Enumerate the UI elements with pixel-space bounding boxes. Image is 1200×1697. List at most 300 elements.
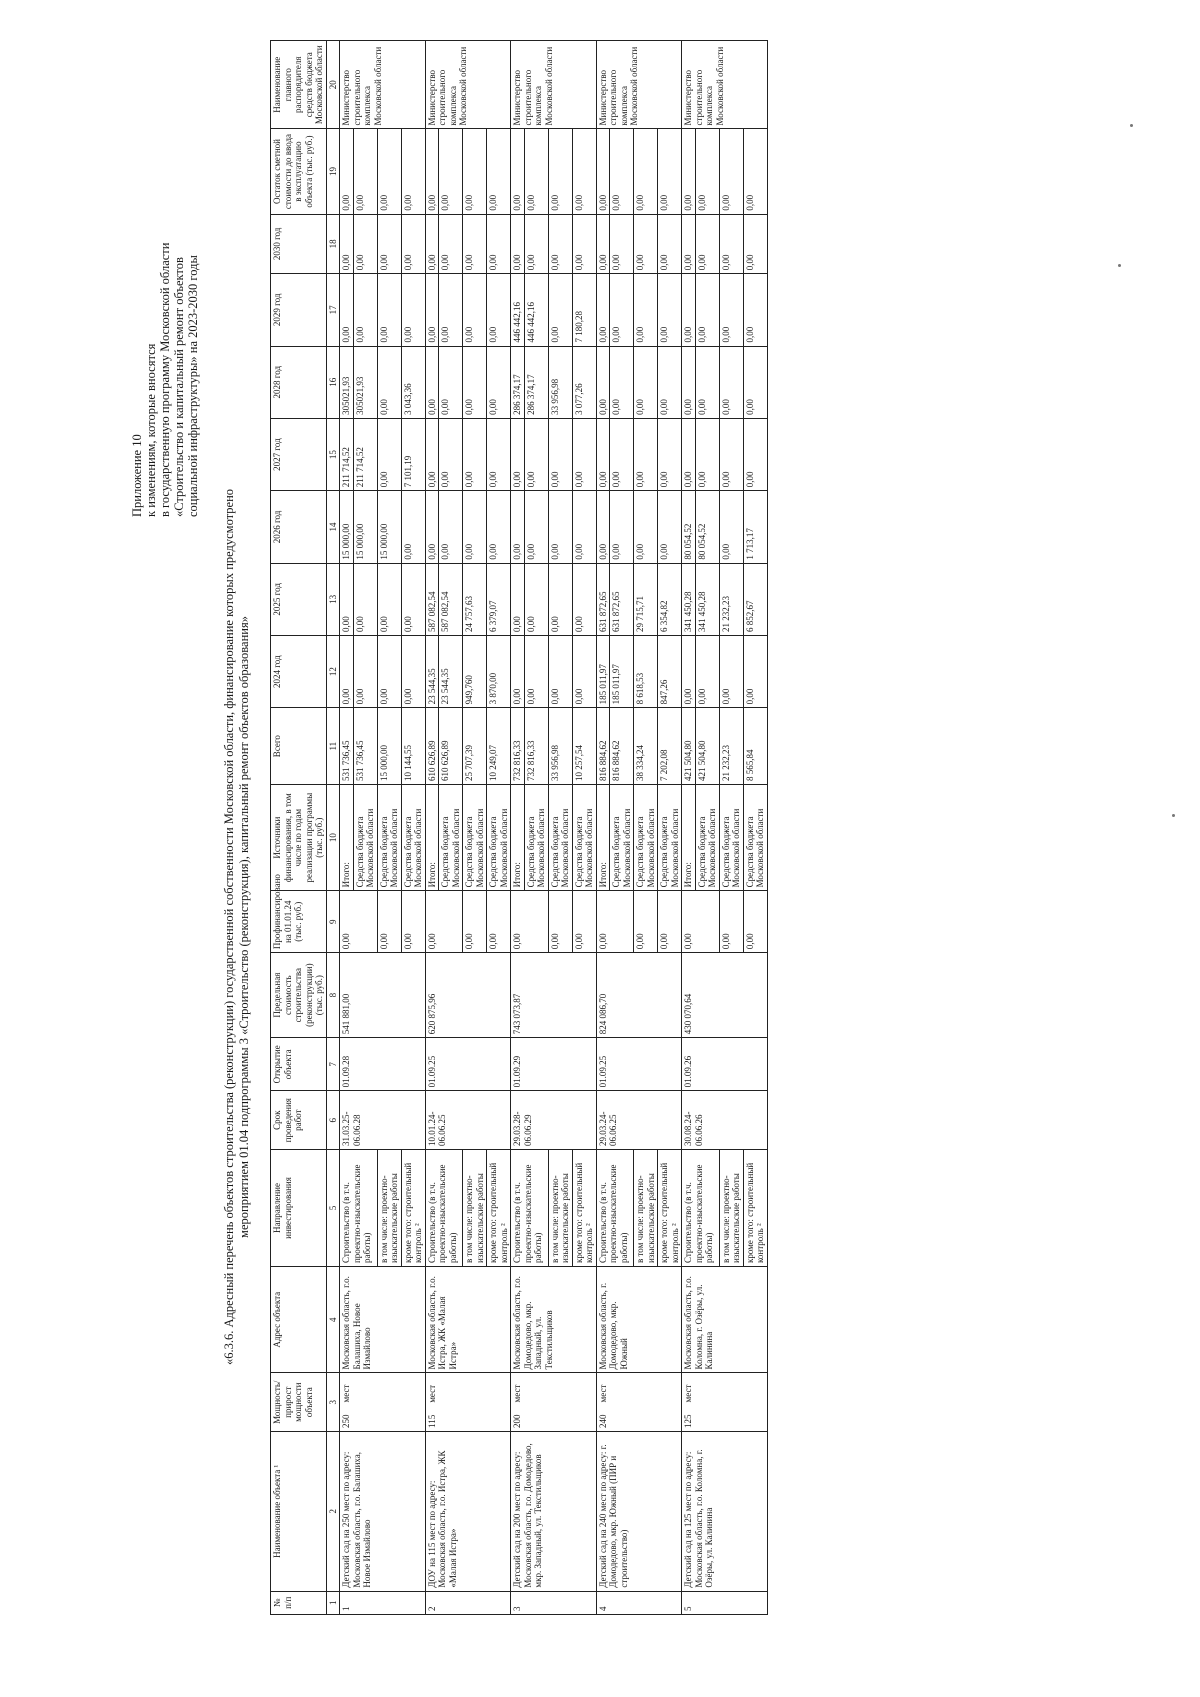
amount-cell: 847,26 [658,635,682,707]
column-header: 2030 год [271,214,327,274]
funding-source: Средства бюджета Московской области [572,784,596,890]
amount-cell: 0,00 [524,491,548,563]
amount-cell: 0,00 [401,635,425,707]
investment-direction: Строительство (в т.ч. проектно-изыскательские работы) [511,1149,549,1266]
investment-direction: кроме того: строительный контроль ² [401,1149,425,1266]
amount-cell: 0,00 [463,214,487,274]
object-opening: 01.09.28 [340,1038,426,1091]
amount-cell: 23 544,35 [439,635,463,707]
amount-cell: 0,00 [425,274,439,346]
funding-source: Итого: [340,784,354,890]
amount-cell: 610 626,89 [439,708,463,785]
investment-direction: кроме того: строительный контроль ² [658,1149,682,1266]
funding-source: Средства бюджета Московской области [719,784,743,890]
amount-cell: 7 202,08 [658,708,682,785]
amount-cell: 1 713,17 [743,491,767,563]
column-number: 1 [326,1591,340,1614]
amount-cell: 6 379,07 [487,563,511,635]
financed-amount: 0,00 [719,891,743,953]
works-term: 31.03.25-06.06.28 [340,1091,426,1150]
investment-direction: Строительство (в т.ч. проектно-изыскательские работы) [596,1149,634,1266]
amount-cell: 0,00 [719,635,743,707]
amount-cell: 0,00 [719,274,743,346]
amount-cell: 0,00 [743,129,767,214]
financed-amount: 0,00 [487,891,511,953]
funding-source: Средства бюджета Московской области [548,784,572,890]
column-header: Направление инвестирования [271,1149,327,1266]
amount-cell: 0,00 [511,129,525,214]
column-header: Всего [271,708,327,785]
column-number: 15 [326,418,340,490]
table-row [511,41,525,1615]
amount-cell: 0,00 [719,346,743,418]
amount-cell: 0,00 [596,346,610,418]
investment-direction: кроме того: строительный контроль ² [487,1149,511,1266]
amount-cell: 0,00 [524,129,548,214]
cost-limit: 743 073,87 [511,953,597,1038]
funding-source: Средства бюджета Московской области [377,784,401,890]
column-number: 16 [326,346,340,418]
amount-cell: 0,00 [610,491,634,563]
capacity-unit: мест [341,1384,351,1403]
address-list-table [270,40,768,1615]
amount-cell: 0,00 [596,214,610,274]
object-capacity [511,1373,597,1432]
works-term: 10.01.24-06.06.25 [425,1091,511,1150]
amount-cell: 3 870,00 [487,635,511,707]
amount-cell: 8 565,84 [743,708,767,785]
object-address: Московская область, г.о. Истра, ЖК «Малая Истра» [425,1267,511,1373]
amount-cell: 0,00 [596,129,610,214]
amount-cell: 446 442,16 [524,274,548,346]
funding-source: Итого: [682,784,696,890]
amount-cell: 0,00 [548,274,572,346]
financed-amount: 0,00 [463,891,487,953]
amount-cell: 0,00 [377,214,401,274]
amount-cell: 10 257,54 [572,708,596,785]
object-capacity [340,1373,426,1432]
column-header: 2024 год [271,635,327,707]
column-number: 14 [326,491,340,563]
amount-cell: 0,00 [524,214,548,274]
object-number: 1 [340,1591,426,1614]
amount-cell: 286 374,17 [524,346,548,418]
object-opening: 01.09.29 [511,1038,597,1091]
cost-limit: 541 881,00 [340,953,426,1038]
object-name: Детский сад на 200 мест по адресу: Московская область, г.о. Домодедово, мкр. Западный, ул. Текстильщиков [511,1431,597,1591]
capacity-value: 250 [341,1414,351,1428]
amount-cell: 0,00 [548,491,572,563]
amount-cell: 0,00 [572,129,596,214]
amount-cell: 80 054,52 [695,491,719,563]
amount-cell: 0,00 [425,491,439,563]
amount-cell: 0,00 [511,635,525,707]
amount-cell: 0,00 [401,129,425,214]
object-opening: 01.09.26 [682,1038,768,1091]
funding-source: Средства бюджета Московской области [401,784,425,890]
amount-cell: 0,00 [658,418,682,490]
amount-cell: 0,00 [634,129,658,214]
amount-cell: 0,00 [682,274,696,346]
amount-cell: 0,00 [572,563,596,635]
investment-direction: Строительство (в т.ч. проектно-изыскательские работы) [682,1149,720,1266]
capacity-value: 240 [597,1414,608,1428]
amount-cell: 0,00 [487,346,511,418]
amount-cell: 0,00 [572,491,596,563]
object-name: Детский сад на 240 мест по адресу: г. Домодедово, мкр. Южный (ПИР и строительство) [596,1431,682,1591]
financed-amount: 0,00 [548,891,572,953]
amount-cell: 0,00 [353,635,377,707]
amount-cell: 21 232,23 [719,563,743,635]
column-header: Мощность/ прирост мощности объекта [271,1373,327,1432]
table-row [340,41,354,1615]
column-number: 10 [326,784,340,890]
column-header: 2029 год [271,274,327,346]
amount-cell: 341 450,28 [695,563,719,635]
column-number: 5 [326,1149,340,1266]
ministry-name: Министерство строительного комплекса Московской области [340,41,426,129]
amount-cell: 0,00 [463,346,487,418]
amount-cell: 0,00 [439,214,463,274]
column-number: 6 [326,1091,340,1150]
amount-cell: 0,00 [743,418,767,490]
object-capacity [596,1373,682,1432]
amount-cell: 0,00 [695,129,719,214]
funding-source: Итого: [425,784,439,890]
financed-amount: 0,00 [340,891,378,953]
object-name: Детский сад на 250 мест по адресу: Московская область, г.о. Балашиха, Новое Измайлово [340,1431,426,1591]
amount-cell: 305021,93 [340,346,354,418]
investment-direction: в том числе: проектно-изыскательские работы [634,1149,658,1266]
amount-cell: 0,00 [377,129,401,214]
amount-cell: 0,00 [511,491,525,563]
amount-cell: 7 101,19 [401,418,425,490]
amount-cell: 0,00 [439,418,463,490]
amount-cell: 33 956,98 [548,708,572,785]
amount-cell: 0,00 [634,214,658,274]
amount-cell: 8 618,53 [634,635,658,707]
investment-direction: Строительство (в т.ч. проектно-изыскательские работы) [425,1149,463,1266]
amount-cell: 0,00 [610,129,634,214]
amount-cell: 531 736,45 [340,708,354,785]
column-number: 9 [326,891,340,953]
amount-cell: 23 544,35 [425,635,439,707]
investment-direction: в том числе: проектно-изыскательские работы [719,1149,743,1266]
column-header: № п/п [271,1591,327,1614]
funding-source: Средства бюджета Московской области [610,784,634,890]
cost-limit: 430 070,64 [682,953,768,1038]
funding-source: Средства бюджета Московской области [743,784,767,890]
amount-cell: 0,00 [695,346,719,418]
object-name: Детский сад на 125 мест по адресу: Московская область, г.о. Коломна, г. Озёры, ул. Калинина [682,1431,768,1591]
amount-cell: 7 180,28 [572,274,596,346]
amount-cell: 0,00 [340,563,354,635]
amount-cell: 33 956,98 [548,346,572,418]
ministry-name: Министерство строительного комплекса Московской области [682,41,768,129]
object-number: 4 [596,1591,682,1614]
amount-cell: 0,00 [353,274,377,346]
amount-cell: 587 082,54 [425,563,439,635]
capacity-value: 200 [512,1414,522,1428]
funding-source: Средства бюджета Московской области [695,784,719,890]
funding-source: Средства бюджета Московской области [658,784,682,890]
amount-cell: 732 816,33 [524,708,548,785]
column-number: 12 [326,635,340,707]
amount-cell: 15 000,00 [340,491,354,563]
amount-cell: 0,00 [401,274,425,346]
column-number: 3 [326,1373,340,1432]
amount-cell: 0,00 [596,491,610,563]
amount-cell: 0,00 [487,274,511,346]
funding-source: Средства бюджета Московской области [353,784,377,890]
column-header: Срок проведения работ [271,1091,327,1150]
amount-cell: 0,00 [695,214,719,274]
column-number: 8 [326,953,340,1038]
amount-cell: 25 707,39 [463,708,487,785]
amount-cell: 0,00 [401,491,425,563]
works-term: 30.08.24-06.06.26 [682,1091,768,1150]
amount-cell: 0,00 [682,129,696,214]
amount-cell: 0,00 [658,129,682,214]
scan-speck [1118,264,1121,267]
amount-cell: 0,00 [439,346,463,418]
column-header: 2027 год [271,418,327,490]
column-number: 20 [326,41,340,129]
title-line-1: «6.3.6. Адресный перечень объектов строительства (реконструкции) государственной собственности Московской области, финансирование которых предусмотрено [222,488,236,1366]
table-row [596,41,610,1615]
column-number: 19 [326,129,340,214]
amount-cell: 0,00 [719,418,743,490]
investment-direction: в том числе: проектно-изыскательские работы [463,1149,487,1266]
ministry-name: Министерство строительного комплекса Московской области [511,41,597,129]
amount-cell: 0,00 [425,418,439,490]
amount-cell: 0,00 [524,418,548,490]
amount-cell: 10 144,55 [401,708,425,785]
investment-direction: в том числе: проектно-изыскательские работы [548,1149,572,1266]
amount-cell: 15 000,00 [377,708,401,785]
appendix-line: Приложение 10 [130,434,144,517]
column-number: 17 [326,274,340,346]
amount-cell: 0,00 [340,129,354,214]
amount-cell: 0,00 [487,214,511,274]
object-address: Московская область, г.о. Коломна, г. Озёры, ул. Калинина [682,1267,768,1373]
scan-speck [1172,814,1175,817]
amount-cell: 0,00 [682,418,696,490]
amount-cell: 0,00 [658,346,682,418]
amount-cell: 421 504,80 [682,708,696,785]
amount-cell: 949,760 [463,635,487,707]
amount-cell: 21 232,23 [719,708,743,785]
amount-cell: 10 249,07 [487,708,511,785]
amount-cell: 587 082,54 [439,563,463,635]
amount-cell: 0,00 [572,418,596,490]
object-opening: 01.09.25 [425,1038,511,1091]
column-header: Предельная стоимость строительства (реконструкции) (тыс. руб.) [271,953,327,1038]
amount-cell: 185 011,97 [596,635,610,707]
object-number: 2 [425,1591,511,1614]
amount-cell: 0,00 [610,214,634,274]
column-header: 2026 год [271,491,327,563]
appendix-line: к изменениям, которые вносятся [144,343,158,517]
amount-cell: 0,00 [377,563,401,635]
amount-cell: 0,00 [439,274,463,346]
amount-cell: 0,00 [377,346,401,418]
column-header: Наименование объекта ¹ [271,1431,327,1591]
amount-cell: 0,00 [548,129,572,214]
amount-cell: 0,00 [719,491,743,563]
column-header: Профинансировано на 01.01.24 (тыс. руб.) [271,891,327,953]
table-row [682,41,696,1615]
funding-source: Средства бюджета Московской области [463,784,487,890]
financed-amount: 0,00 [682,891,720,953]
object-capacity [682,1373,768,1432]
column-header: 2028 год [271,346,327,418]
funding-source: Итого: [511,784,525,890]
amount-cell: 305021,93 [353,346,377,418]
amount-cell: 0,00 [463,491,487,563]
amount-cell: 0,00 [658,491,682,563]
amount-cell: 0,00 [596,418,610,490]
appendix-note [130,77,200,517]
capacity-unit: мест [512,1384,522,1403]
title-line-2: мероприятием 01.04 подпрограммы 3 «Строительство (реконструкция), капитальный ремонт объектов образования» [237,616,251,1238]
object-number: 3 [511,1591,597,1614]
column-header: Наименование главного распорядителя средств бюджета Московской области [271,41,327,129]
ministry-name: Министерство строительного комплекса Московской области [425,41,511,129]
amount-cell: 0,00 [425,346,439,418]
funding-source: Средства бюджета Московской области [524,784,548,890]
amount-cell: 0,00 [377,635,401,707]
amount-cell: 0,00 [743,214,767,274]
column-header: 2025 год [271,563,327,635]
amount-cell: 0,00 [719,129,743,214]
amount-cell: 38 334,24 [634,708,658,785]
amount-cell: 0,00 [377,274,401,346]
column-number: 13 [326,563,340,635]
amount-cell: 0,00 [695,418,719,490]
amount-cell: 0,00 [487,129,511,214]
amount-cell: 0,00 [719,214,743,274]
amount-cell: 0,00 [340,214,354,274]
amount-cell: 0,00 [487,491,511,563]
financed-amount: 0,00 [511,891,549,953]
capacity-unit: мест [426,1384,437,1403]
amount-cell: 0,00 [682,346,696,418]
amount-cell: 610 626,89 [425,708,439,785]
amount-cell: 0,00 [340,274,354,346]
amount-cell: 0,00 [634,418,658,490]
amount-cell: 0,00 [610,346,634,418]
amount-cell: 421 504,80 [695,708,719,785]
column-number: 18 [326,214,340,274]
investment-direction: кроме того: строительный контроль ² [743,1149,767,1266]
financed-amount: 0,00 [377,891,401,953]
amount-cell: 0,00 [658,274,682,346]
column-number-row [326,41,340,1615]
funding-source: Средства бюджета Московской области [634,784,658,890]
investment-direction: Строительство (в т.ч. проектно-изыскательские работы) [340,1149,378,1266]
appendix-line: социальной инфраструктуры» на 2023-2030 годы [186,255,200,517]
column-header: Открытие объекта [271,1038,327,1091]
column-header: Источники финансирования, в том числе по годам реализации программы (тыс. руб.) [271,784,327,890]
amount-cell: 531 736,45 [353,708,377,785]
amount-cell: 0,00 [548,214,572,274]
investment-direction: в том числе: проектно-изыскательские работы [377,1149,401,1266]
amount-cell: 0,00 [511,214,525,274]
amount-cell: 0,00 [353,214,377,274]
amount-cell: 0,00 [596,274,610,346]
amount-cell: 6 852,67 [743,563,767,635]
amount-cell: 0,00 [695,274,719,346]
investment-direction: кроме того: строительный контроль ² [572,1149,596,1266]
amount-cell: 0,00 [634,491,658,563]
amount-cell: 0,00 [548,563,572,635]
appendix-line: «Строительство и капитальный ремонт объектов [172,257,186,517]
column-number: 4 [326,1267,340,1373]
amount-cell: 0,00 [634,274,658,346]
amount-cell: 0,00 [401,563,425,635]
object-address: Московская область, г.о. Домодедово, мкр. Западный, ул. Текстильщиков [511,1267,597,1373]
amount-cell: 185 011,97 [610,635,634,707]
amount-cell: 732 816,33 [511,708,525,785]
funding-source: Средства бюджета Московской области [439,784,463,890]
cost-limit: 824 086,70 [596,953,682,1038]
object-opening: 01.09.25 [596,1038,682,1091]
capacity-unit: мест [683,1384,693,1403]
object-number: 5 [682,1591,768,1614]
amount-cell: 631 872,65 [596,563,610,635]
amount-cell: 0,00 [743,274,767,346]
amount-cell: 0,00 [340,635,354,707]
amount-cell: 0,00 [682,214,696,274]
amount-cell: 0,00 [572,635,596,707]
amount-cell: 0,00 [634,346,658,418]
column-number: 7 [326,1038,340,1091]
amount-cell: 0,00 [610,274,634,346]
amount-cell: 0,00 [743,635,767,707]
amount-cell: 3 043,36 [401,346,425,418]
ministry-name: Министерство строительного комплекса Московской области [596,41,682,129]
amount-cell: 0,00 [548,635,572,707]
financed-amount: 0,00 [596,891,634,953]
object-address: Московская область, г.о. Балашиха, Новое Измайлово [340,1267,426,1373]
amount-cell: 0,00 [401,214,425,274]
amount-cell: 341 450,28 [682,563,696,635]
column-header: Адрес объекта [271,1267,327,1373]
amount-cell: 0,00 [439,129,463,214]
amount-cell: 0,00 [524,563,548,635]
amount-cell: 0,00 [425,214,439,274]
amount-cell: 0,00 [548,418,572,490]
financed-amount: 0,00 [743,891,767,953]
table-title [222,277,252,1577]
amount-cell: 15 000,00 [377,491,401,563]
amount-cell: 211 714,52 [353,418,377,490]
amount-cell: 0,00 [682,635,696,707]
amount-cell: 0,00 [353,129,377,214]
amount-cell: 0,00 [439,491,463,563]
object-name: ДОУ на 115 мест по адресу: Московская область, г.о. Истра, ЖК «Малая Истра» [425,1431,511,1591]
amount-cell: 0,00 [511,563,525,635]
object-capacity [425,1373,511,1432]
capacity-value: 125 [683,1414,693,1428]
header-row [271,41,327,1615]
financed-amount: 0,00 [425,891,463,953]
appendix-line: в государственную программу Московской области [158,242,172,517]
amount-cell: 0,00 [463,129,487,214]
amount-cell: 0,00 [610,418,634,490]
amount-cell: 0,00 [695,635,719,707]
